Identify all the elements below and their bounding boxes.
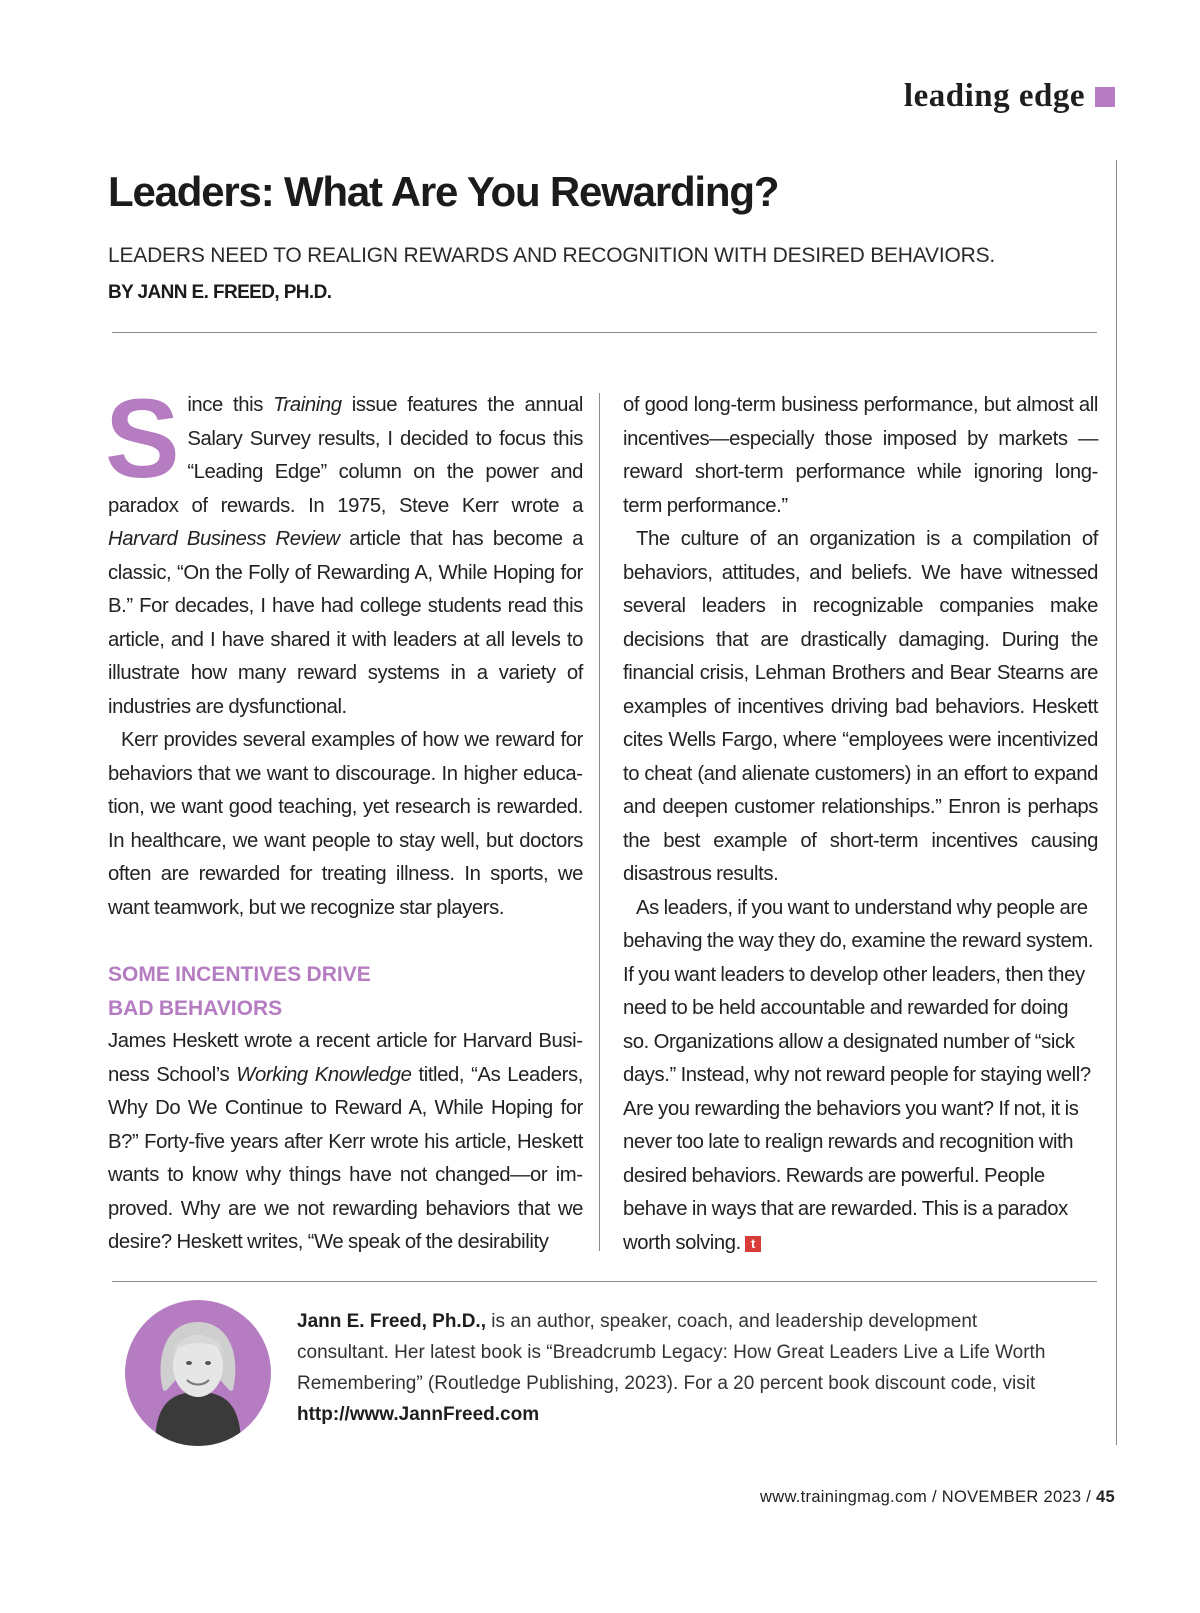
paragraph-1-text-c: article that has become a classic, “On the Folly of Rewarding A, While Hoping for B.” For decades, I have had college students read this article, and I have shared it with leaders at all levels to illustrate how many reward systems in a variety of industries are dysfunctional. (108, 528, 583, 718)
header-divider (112, 332, 1097, 333)
paragraph-1 (105, 376, 583, 724)
paragraph-3-part-1 (108, 1025, 583, 1260)
subhead-line-1: SOME INCENTIVES DRIVE (108, 963, 371, 986)
column-divider (599, 393, 600, 1251)
section-label-text: leading edge (903, 78, 1085, 114)
paragraph-3-text-b-left: titled, “As Leaders, Why Do We Continue to Reward A, While Hoping for B?” Forty-five years after Kerr wrote his article, Heskett wants to know why things have not changed—or improved. Why are we not rewarding behaviors that we desire? Heskett writes, “We speak of the desirability (108, 1063, 583, 1253)
paragraph-2: Kerr provides several examples of how we reward for behaviors that we want to discourage. In higher education, we want good teaching, yet research is rewarded. In healthcare, we want people to stay well, but doctors often are rewarded for treating illness. In sports, we want teamwork, but we recognize star players. (108, 729, 583, 919)
page-number: 45 (1096, 1488, 1115, 1506)
author-website-link[interactable]: http://www.JannFreed.com (297, 1404, 540, 1425)
section-square-icon (1095, 87, 1115, 107)
bio-divider (112, 1281, 1097, 1282)
author-photo (125, 1300, 271, 1446)
paragraph-1-emphasis-hbr: Harvard Business Review (108, 528, 340, 550)
paragraph-4: The culture of an organization is a compilation of behaviors, attitudes, and beliefs. We have witnessed several leaders in recognizable companies make decisions that are drastically damaging. During the financial crisis, Lehman Brothers and Bear Stearns are examples of incentives driving bad behaviors. Heskett cites Wells Fargo, where “employees were incentivized to cheat (and alienate customers) in an effort to expand and deepen customer relationships.” Enron is perhaps the best example of short-term incentives causing disastrous results. (623, 528, 1098, 885)
paragraph-3-text-a: James Heskett wrote a recent article for Harvard Business School’s (108, 1030, 583, 1086)
author-portrait-icon (125, 1300, 271, 1446)
footer-issue: NOVEMBER 2023 (941, 1488, 1082, 1506)
paragraph-5 (623, 892, 1098, 1261)
paragraph-1-text-b: issue features the annual Salary Survey results, I decided to focus this “Leading Edge” column on the power and paradox of rewards. In 1975, Steve Kerr wrote a (108, 394, 583, 517)
author-name: Jann E. Freed, Ph.D., (297, 1311, 486, 1332)
paragraph-5-text: As leaders, if you want to understand why people are behaving the way they do, examine the reward system. If you want leaders to develop other leaders, then they need to be held accountable and rewarded for doing so. Organizations allow a designated number of “sick days.” Instead, why not reward people for staying well? Are you rewarding the behaviors you want? If not, it is never too late to realign rewards and recognition with desired behaviors. Rewards are powerful. People behave in ways that are rewarded. This is a paradox worth solving. (623, 896, 1094, 1254)
right-vertical-rule (1116, 160, 1117, 1445)
body-column-left (105, 376, 583, 1260)
article-title: Leaders: What Are You Rewarding? (108, 168, 779, 215)
page-footer: www.trainingmag.com / NOVEMBER 2023 / 45 (760, 1488, 1115, 1506)
author-bio (297, 1306, 1057, 1430)
end-mark-icon: t (745, 1236, 761, 1252)
subhead-line-2: BAD BEHAVIORS (108, 996, 283, 1020)
paragraph-3-part-2: of good long-term business performance, but almost all incentives—especially those imposed by markets —reward short-term performance while ignoring long-term performance.” (623, 394, 1098, 517)
subhead (108, 958, 583, 1025)
paragraph-3-emphasis: Working Knowledge (236, 1063, 412, 1086)
section-label (904, 78, 1115, 115)
author-bio-text: is an author, speaker, coach, and leadership development consultant. Her latest book is “Breadcrumb Legacy: How Great Leaders Live a Life Worth Remembering” (Routledge Publishing, 2023). For a 20 percent book discount code, visit (297, 1311, 1046, 1394)
body-column-right (623, 389, 1098, 1260)
article-byline: BY JANN E. FREED, PH.D. (108, 282, 332, 303)
paragraph-1-text-a: ince this (187, 394, 274, 416)
article-deck: LEADERS NEED TO REALIGN REWARDS AND RECOGNITION WITH DESIRED BEHAVIORS. (108, 244, 996, 267)
paragraph-1-emphasis-training: Training (273, 394, 342, 416)
footer-site[interactable]: www.trainingmag.com (760, 1488, 928, 1506)
drop-cap: S (105, 376, 180, 501)
